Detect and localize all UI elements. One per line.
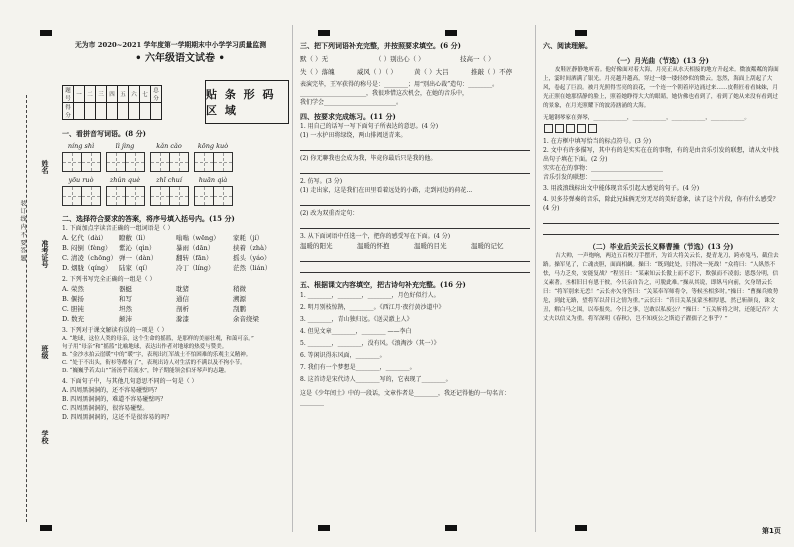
q6-2b: 音乐引发的联想：________________________ xyxy=(543,174,664,181)
option: 通信 xyxy=(176,295,189,303)
binding-line xyxy=(26,95,27,522)
idiom-blank: 威风（ ）（ ） xyxy=(357,68,397,76)
writing-box[interactable] xyxy=(169,152,189,172)
option: D. 数充 xyxy=(62,315,85,323)
option: 家耗（jí） xyxy=(233,234,264,242)
option: 瞭敝（lì） xyxy=(119,234,150,242)
score-cell xyxy=(140,103,151,120)
pinyin: huān qià xyxy=(198,176,228,184)
score-cell: 总分 xyxy=(151,86,162,103)
score-cell: 得分 xyxy=(63,103,74,120)
fill-line: 3. ________，青山独归远。《送灵澈上人》 xyxy=(300,316,413,323)
score-cell xyxy=(85,103,96,120)
fill-line: 7. 我们有一个梦想是________，________。 xyxy=(300,364,416,371)
punctuation-box[interactable] xyxy=(588,124,597,133)
punctuation-box[interactable] xyxy=(555,124,564,133)
fill-line: 5. ________，________，没有风。《浪淘沙（其一）》 xyxy=(300,340,440,347)
pinyin-row xyxy=(62,141,287,152)
option: 滁漆 xyxy=(176,315,189,323)
writing-box[interactable] xyxy=(169,186,189,206)
q5-paragraph: 这是《少年闰土》中的一段话，文章作者是________，我还记得他的一句名言：________ xyxy=(300,390,511,406)
score-cell: 六 xyxy=(129,86,140,103)
option: 暴雨（dān） xyxy=(176,244,215,252)
word-option: 温暖的阳光 xyxy=(300,242,333,250)
page-number: 第1页 xyxy=(762,527,781,535)
q2-s3-a2: 句子用“母亲”和“摇篮”比喻地球，表达出作者对地球的热爱与赞美。 xyxy=(62,344,228,350)
option: A. 亿代（dài） xyxy=(62,234,107,242)
punctuation-blank-line: 无题钢琴家在弹琴，____________，____________，____________，____________。 xyxy=(543,115,750,121)
corner-mark xyxy=(575,30,587,36)
answer-line[interactable] xyxy=(300,218,530,229)
option: 耽猪 xyxy=(176,285,189,293)
option: D. 四周黑洞洞的，这还不是很容易的吗？ xyxy=(62,414,173,421)
score-cell xyxy=(74,103,85,120)
exam-header xyxy=(75,40,285,67)
corner-mark xyxy=(445,525,457,531)
answer-line[interactable] xyxy=(300,195,530,206)
pinyin: zhǔn què xyxy=(109,176,141,184)
score-cell xyxy=(118,103,129,120)
corner-mark xyxy=(318,30,330,36)
pinyin: níng shì xyxy=(67,142,95,150)
option: 余音绕梁 xyxy=(233,315,259,323)
sidebar-label-exam-id: 准考证号 xyxy=(41,240,50,268)
option: 颠沛 xyxy=(119,315,132,323)
q2-s2: 2. 下列书写完全正确的一组是（ ） xyxy=(62,276,156,283)
option: 紫沁（qìn） xyxy=(119,244,156,252)
q3-fill2: ______________________，我很珍惜这次机会，在她的音乐中， xyxy=(300,90,469,97)
column-divider xyxy=(292,25,293,532)
score-cell: 二 xyxy=(85,86,96,103)
option: C. 四周黑洞洞的，很容易碰壁。 xyxy=(62,405,149,412)
option: 翻转（fān） xyxy=(176,254,213,262)
sidebar-label-school: 学校 xyxy=(41,430,50,444)
pinyin: kǎn cǎo xyxy=(156,142,182,150)
q4-s1b: (2) 你无聊我也会成为我，毕竟你最后只是我的他。 xyxy=(300,155,437,162)
option: 和写 xyxy=(119,295,132,303)
option: 溯源 xyxy=(233,295,246,303)
writing-grid-row xyxy=(62,186,287,206)
score-cell xyxy=(151,103,162,120)
q4-s2: 2. 仿写。(3 分) xyxy=(300,178,343,185)
idiom-blank: （ ）别出心（ ） xyxy=(375,55,425,63)
q2-title: 二、选择符合要求的答案，将序号填入括号内。(15 分) xyxy=(62,214,235,223)
answer-line[interactable] xyxy=(300,140,530,151)
writing-box[interactable] xyxy=(213,152,233,172)
fill-line: 1. ________，________，________，月色好似行人。 xyxy=(300,292,440,299)
score-cell: 三 xyxy=(96,86,107,103)
corner-mark xyxy=(575,525,587,531)
pinyin: kōng kuò xyxy=(197,142,229,150)
q6-2a: 实实在在的事物：________________________ xyxy=(543,165,664,172)
q2-s3-d: D. “巍巍乎若太山”“汤汤乎若流水”，钟子期能领会伯牙琴声的志趣。 xyxy=(62,368,230,374)
fill-line: 4. 但见文章________，________ ——李白 xyxy=(300,328,412,335)
word-option: 温暖的记忆 xyxy=(471,242,504,250)
q4-title: 四、按要求完成练习。(11 分) xyxy=(300,112,396,121)
corner-mark xyxy=(445,30,457,36)
q5-title: 五、根据课文内容填空，把古诗句补充完整。(16 分) xyxy=(300,280,466,289)
sidebar-label-class: 班级 xyxy=(41,345,50,359)
writing-box[interactable] xyxy=(106,152,126,172)
q3-fill1: 表演完毕，王军获得的称号是：________；用“别出心裁”造句：________。 xyxy=(300,81,499,88)
score-cell xyxy=(96,103,107,120)
fill-line: 6. 等闲识得东风面，________。 xyxy=(300,352,386,359)
answer-line[interactable] xyxy=(543,224,779,235)
option: C. 胆钝 xyxy=(62,305,84,313)
idiom-blank: 推敲（ ）不停 xyxy=(471,68,513,76)
score-cell: 题号 xyxy=(63,86,74,103)
option: 嗡嗡（wēng） xyxy=(176,234,220,242)
pinyin-row xyxy=(62,175,287,186)
idiom-blank: 黄（ ）大吕 xyxy=(414,68,449,76)
answer-line[interactable] xyxy=(300,163,530,174)
writing-box[interactable] xyxy=(213,186,233,206)
q2-s4: 4. 下面句子中，与其他几句意思不同的一句是（ ） xyxy=(62,378,198,385)
q6-title: 六、阅读理解。 xyxy=(543,41,592,50)
answer-line[interactable] xyxy=(543,213,779,224)
option: 茫然（lián） xyxy=(233,264,272,272)
corner-mark xyxy=(40,525,52,531)
score-cell xyxy=(129,103,140,120)
writing-box[interactable] xyxy=(125,186,145,206)
idiom-blank: 默（ ）无 xyxy=(300,55,329,63)
q2-s3-b: B. “金沙水拍云崖暖”中的“暖”字，表现出红军战士不怕困难的乐观主义精神。 xyxy=(62,352,252,358)
q2-s1: 1. 下面加点字读音正确的一组词语是（ ） xyxy=(62,225,174,232)
passage2-title: （二）毕业后关云长义释曹操（节选）(13 分) xyxy=(588,242,734,251)
punctuation-box[interactable] xyxy=(566,124,575,133)
score-cell xyxy=(107,103,118,120)
option: 陆家（qí） xyxy=(119,264,152,272)
answer-line[interactable] xyxy=(300,251,530,262)
passage1-title: （一）月光曲（节选）(13 分) xyxy=(613,56,709,65)
exam-title: • 六年级语文试卷 • xyxy=(135,53,225,64)
option: 弹一（dàn） xyxy=(119,254,158,262)
option: 刮鹏 xyxy=(233,305,246,313)
corner-mark xyxy=(40,30,52,36)
q2-s3: 3. 下列对于课文解读有误的一项是（ ） xyxy=(62,327,168,334)
writing-box[interactable] xyxy=(81,152,101,172)
score-cell: 五 xyxy=(118,86,129,103)
q4-s3: 3. 从下面词语中任选一个，把你的感受写在下面。(4 分) xyxy=(300,233,451,240)
sidebar-label-name: 姓名 xyxy=(41,160,50,174)
option: D. 烟胧（qíng） xyxy=(62,264,112,272)
option: 挟着（zhà） xyxy=(233,244,271,252)
writing-box[interactable] xyxy=(150,186,170,206)
writing-box[interactable] xyxy=(81,186,101,206)
passage1-text: 皮鞋匠静静地听着。他好像面对着大海，月亮正从水天相接的地方升起来。微波粼粼的海面上，霎时间洒满了银光。月亮越升越高，穿过一缕一缕轻纱似的微云。忽然，海面上刮起了大风，卷起了巨浪。被月光照得雪亮的浪花，一个连一个朝着岸边涌过来……皮鞋匠看看妹妹，月光正照在她那恬静的脸上，照着她睁得大大的眼睛，她仿佛也看到了，看到了她从来没有看到过的景象，在月光照耀下的波涛汹涌的大海。 xyxy=(543,67,779,109)
pinyin: zhǐ chuí xyxy=(156,176,182,184)
q1-title: 一、看拼音写词语。(8 分) xyxy=(62,129,146,138)
score-cell: 七 xyxy=(140,86,151,103)
option: 摇头（yáo） xyxy=(233,254,271,262)
exam-school-title: 无为市 2020~2021 学年度第一学期期末中小学学习质量监测 xyxy=(75,41,266,49)
score-table xyxy=(62,85,162,120)
pinyin: yōu ruò xyxy=(68,176,94,184)
score-cell: 四 xyxy=(107,86,118,103)
writing-box[interactable] xyxy=(194,152,214,172)
column-divider xyxy=(535,25,536,532)
writing-box[interactable] xyxy=(194,186,214,206)
corner-mark xyxy=(318,525,330,531)
punctuation-box[interactable] xyxy=(544,124,553,133)
writing-box[interactable] xyxy=(106,186,126,206)
writing-box[interactable] xyxy=(150,152,170,172)
idiom-blank: 技高一（ ） xyxy=(460,55,495,63)
writing-box[interactable] xyxy=(125,152,145,172)
answer-line[interactable] xyxy=(300,262,530,273)
barcode-area xyxy=(205,80,289,124)
idiom-blank: 失（ ）落魄 xyxy=(300,68,335,76)
q6-2: 2. 文中有许多描写，其中有的是实实在在的事物，有的是由音乐引发的联想，请从文中找出句子填在下面。(2 分) xyxy=(543,147,779,163)
option: 器蜓 xyxy=(119,285,132,293)
pinyin: lì jìng xyxy=(115,142,135,150)
q3-title: 三、把下列词语补充完整，并按照要求填空。(6 分) xyxy=(300,41,461,50)
q2-s3-c: C. “处于不出头，衔衫等都有了”，表现出诗人对生活的不满以及不拘小节。 xyxy=(62,360,246,366)
q4-s1a: (1) 一水护田将绿绕，两山排闼送青来。 xyxy=(300,132,407,139)
option: A. 荣然 xyxy=(62,285,84,293)
q6-4: 4. 贝多芬弹奏的音乐，除此兄妹俩无穷无尽的美好意象，读了这个片段，你有什么感受？(4 分) xyxy=(543,196,779,212)
q6-3: 3. 用波浪线标出文中能体现音乐引起大感觉的句子。(4 分) xyxy=(543,185,700,192)
option: 剖析 xyxy=(176,305,189,313)
writing-grid-row xyxy=(62,152,287,172)
option: A. 四周黑洞洞的，还不容易碰壁吗？ xyxy=(62,387,161,394)
option: 坦然 xyxy=(119,305,132,313)
q3-fill3: 我们学会________________________。 xyxy=(300,99,403,106)
q4-s2b: (2) 改为双重否定句： xyxy=(300,210,359,217)
q2-s3-a: A. “地球，这位人类的母亲，这个生命的摇篮，是那样的美丽壮观，和蔼可亲。” xyxy=(62,336,254,342)
fill-line: 2. 明月别枝惊鹊，________。《西江月·夜行黄沙道中》 xyxy=(300,304,445,311)
q6-1: 1. 在方框中填写恰当的标点符号。(3 分) xyxy=(543,138,652,145)
passage2-text: 吉大帅，一声炮响，两边五百校刀手摆开，为首大将关云长，提青龙刀，跨赤兔马，截住去路。操军见了，亡魂丧胆，面面相觑。操曰：“既到此处，只得决一死战！”众将曰：“人纵然不怯，马力乏矣，安能复战？”程昱曰：“某素知云长傲上而不忍下，欺强而不凌弱；恩怨分明，信义素著。丞相旧日有恩于彼，今只亲自告之，可脱此难。”操从其说，即纵马向前，欠身谓云长曰：“将军别来无恙！”云长亦欠身答曰：“关某奉军师将令，等候丞相多时。”操曰：“曹操兵败势危，到此无路，望将军以昔日之情为重。”云长曰：“昔日关某虽蒙丞相厚恩，然已斩颜良，诛文丑，解白马之围，以奉报矣。今日之事，岂敢以私废公？”操曰：“五关斩将之时，还能记否？大丈夫以信义为重。将军深明《春秋》，岂不知庾公之斯追子濯孺子之事乎？” xyxy=(543,253,779,322)
q4-s1: 1. 用自己的话写一写下面句子所表达的意思。(4 分) xyxy=(300,123,439,130)
word-option: 温暖的目光 xyxy=(414,242,447,250)
option: 稍微 xyxy=(233,285,246,293)
option: B. 闷倒（fèng） xyxy=(62,244,112,252)
q4-s2a: (1) 走出家，这是我们在田里看着远处的小路，走到河边的荷花... xyxy=(300,187,473,194)
punctuation-box[interactable] xyxy=(577,124,586,133)
option: C. 清凌（chōng） xyxy=(62,254,117,262)
barcode-label: 贴 条 形 码 区 域 xyxy=(206,88,276,117)
option: 冷丁（líng） xyxy=(176,264,215,272)
seal-line-text: 装 订 线 内 不 要 答 题 xyxy=(19,200,26,262)
word-option: 温暖的怀抱 xyxy=(357,242,390,250)
option: B. 偃扬 xyxy=(62,295,84,303)
writing-box[interactable] xyxy=(62,152,82,172)
score-cell: 一 xyxy=(74,86,85,103)
writing-box[interactable] xyxy=(62,186,82,206)
option: B. 四周黑洞洞的，难道不容易碰壁吗？ xyxy=(62,396,167,403)
fill-line: 8. 这首诗是宋代诗人________写的，它表现了________。 xyxy=(300,376,452,383)
